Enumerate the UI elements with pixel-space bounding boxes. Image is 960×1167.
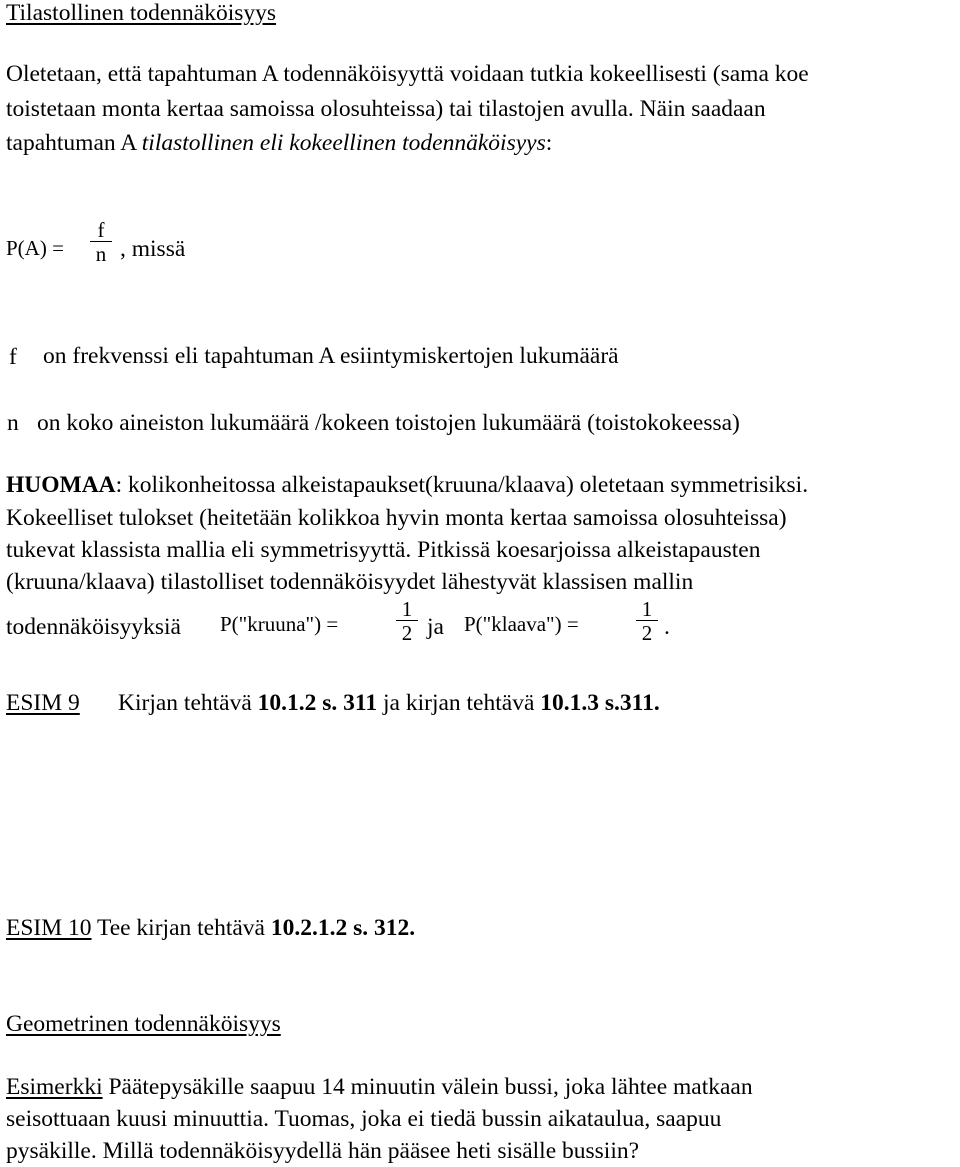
example-label: Esimerkki	[6, 1074, 103, 1100]
formula-denominator: n	[95, 242, 107, 266]
formula-numerator: f	[97, 218, 105, 242]
definition-symbol-n: n	[7, 410, 19, 436]
esim9-text-b: ja kirjan tehtävä	[377, 690, 541, 716]
fraction-half-klaava-den: 2	[641, 621, 653, 645]
esim10-line	[6, 913, 415, 943]
note-line-1-rest: : kolikonheitossa alkeistapaukset(kruuna/klaava) oletetaan symmetrisiksi.	[115, 472, 809, 498]
formula-suffix: , missä	[120, 236, 186, 262]
esim9-ref-b: 10.1.3 s.311.	[540, 690, 660, 716]
esim10-label: ESIM 10	[6, 915, 92, 941]
section-heading-tilastollinen: Tilastollinen todennäköisyys	[6, 0, 277, 26]
fraction-half-klaava	[636, 598, 658, 645]
note-line-2: Kokeelliset tulokset (heitetään kolikkoa hyvin monta kertaa samoissa olosuhteissa)	[6, 505, 787, 531]
note-end-period: .	[664, 614, 670, 640]
example-line-2: seisottuaan kuusi minuuttia. Tuomas, joka ei tiedä bussin aikataulua, saapuu	[6, 1106, 722, 1132]
formula-lhs: P(A) =	[6, 236, 64, 260]
example-line-3: pysäkille. Millä todennäköisyydellä hän pääsee heti sisälle bussiin?	[6, 1138, 640, 1164]
definition-text-n: on koko aineiston lukumäärä /kokeen toistojen lukumäärä (toistokokeessa)	[37, 410, 740, 436]
formula-p-klaava: P("klaava") =	[464, 612, 579, 636]
example-line-1-text: Päätepysäkille saapuu 14 minuutin välein bussi, joka lähtee matkaan	[102, 1074, 753, 1100]
note-ja: ja	[427, 614, 444, 640]
intro-line-3-suffix: :	[545, 130, 553, 156]
fraction-half-kruuna	[396, 598, 418, 645]
note-line-1	[6, 470, 808, 500]
note-line-4: (kruuna/klaava) tilastolliset todennäköisyydet lähestyvät klassisen mallin	[6, 569, 694, 595]
definition-text-f: on frekvenssi eli tapahtuman A esiintymiskertojen lukumäärä	[43, 343, 619, 369]
example-line-1	[6, 1072, 753, 1102]
esim9-line	[6, 688, 660, 718]
note-label: HUOMAA	[6, 472, 116, 498]
intro-line-2: toistetaan monta kertaa samoissa olosuhteissa) tai tilastojen avulla. Näin saadaan	[6, 96, 766, 122]
fraction-half-klaava-num: 1	[641, 597, 653, 621]
section-heading-geometrinen: Geometrinen todennäköisyys	[6, 1011, 281, 1037]
esim10-text-a: Tee kirjan tehtävä	[91, 915, 271, 941]
note-line-5-prefix: todennäköisyyksiä	[6, 614, 181, 640]
intro-line-1: Oletetaan, että tapahtuman A todennäköisyyttä voidaan tutkia kokeellisesti (sama koe	[6, 61, 809, 87]
intro-line-3	[6, 128, 552, 158]
fraction-half-kruuna-den: 2	[401, 621, 413, 645]
formula-p-kruuna: P("kruuna") =	[220, 612, 339, 636]
esim9-text-a: Kirjan tehtävä	[118, 690, 258, 716]
intro-line-3-italic: tilastollinen eli kokeellinen todennäköisyys	[141, 130, 546, 156]
esim9-ref-a: 10.1.2 s. 311	[257, 690, 378, 716]
definition-symbol-f: f	[9, 344, 17, 370]
esim10-ref-a: 10.2.1.2 s. 312.	[270, 915, 416, 941]
fraction-half-kruuna-num: 1	[401, 597, 413, 621]
esim9-label: ESIM 9	[6, 690, 80, 716]
note-line-3: tukevat klassista mallia eli symmetrisyyttä. Pitkissä koesarjoissa alkeistapausten	[6, 537, 761, 563]
formula-fraction	[90, 219, 112, 266]
intro-line-3-prefix: tapahtuman A	[6, 130, 142, 156]
